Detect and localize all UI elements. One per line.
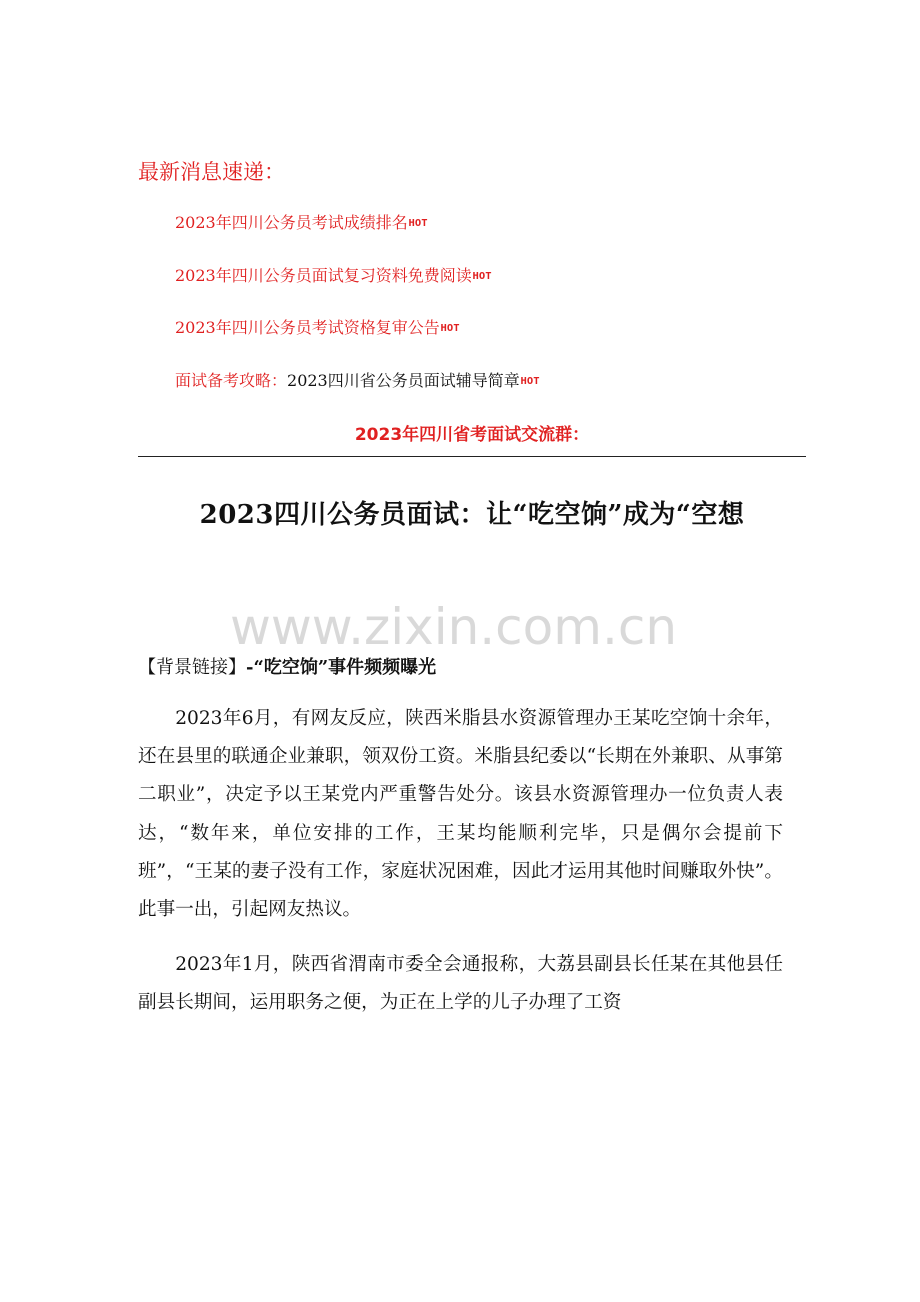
watermark: www.zixin.com.cn: [230, 598, 678, 656]
paragraph: 2023年6月，有网友反应，陕西米脂县水资源管理办王某吃空饷十余年，还在县里的联通企业兼职，领双份工资。米脂县纪委以“长期在外兼职、从事第二职业”，决定予以王某党内严重警告处分。该县水资源管理办一位负责人表达，“数年来，单位安排的工作，王某均能顺利完毕，只是偶尔会提前下班”，“王某的妻子没有工作，家庭状况困难，因此才运用其他时间赚取外快”。此事一出，引起网友热议。: [138, 708, 783, 921]
news-link-text: 2023年四川公务员考试资格复审公告: [175, 318, 440, 337]
exchange-group-link[interactable]: 2023年四川省考面试交流群：: [354, 425, 590, 445]
news-link-text: 2023年四川公务员考试成绩排名: [175, 213, 408, 232]
hot-badge: HOT: [472, 270, 492, 282]
article-body: [138, 700, 783, 1040]
news-link-text: 面试备考攻略：: [175, 370, 288, 390]
section-title: -“吃空饷”事件频频曝光: [246, 657, 437, 678]
news-link-text: 2023年四川公务员面试复习资料免费阅读: [175, 265, 472, 285]
section-heading: [138, 653, 436, 679]
news-link-score-ranking[interactable]: [175, 210, 539, 236]
news-heading: 最新消息速递：: [138, 160, 285, 184]
news-link-interview-guide[interactable]: [175, 368, 539, 394]
news-link-interview-materials[interactable]: [175, 263, 539, 289]
news-link-suffix: 2023四川省公务员面试辅导简章: [287, 370, 520, 390]
divider: [138, 456, 806, 457]
section-bracket-label: 【背景链接】: [138, 657, 246, 678]
hot-badge: HOT: [440, 323, 460, 334]
news-list: [175, 210, 539, 420]
news-link-qualification-review[interactable]: [175, 315, 539, 341]
article-title: 2023四川公务员面试：让“吃空饷”成为“空想: [199, 500, 745, 530]
hot-badge: HOT: [408, 218, 428, 229]
hot-badge: HOT: [520, 375, 540, 387]
paragraph: 2023年1月，陕西省渭南市委全会通报称，大荔县副县长任某在其他县任副县长期间，运用职务之便，为正在上学的儿子办理了工资: [138, 954, 783, 1014]
